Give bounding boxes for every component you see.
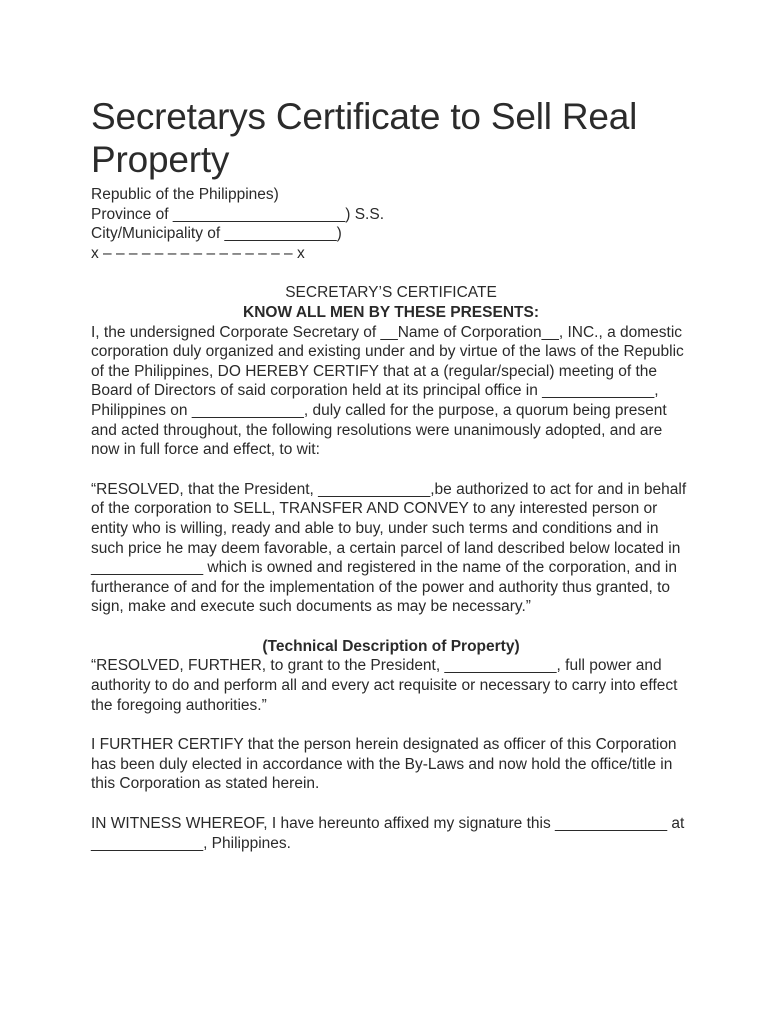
venue-line-province: Province of ____________________) S.S. [91, 205, 385, 223]
document-title: Secretarys Certificate to Sell Real Property [91, 96, 638, 180]
venue-line-city: City/Municipality of _____________) [91, 225, 342, 243]
spacer [91, 715, 691, 735]
certificate-heading: SECRETARY’S CERTIFICATE [285, 284, 497, 302]
venue-line-republic: Republic of the Philippines) [91, 186, 279, 203]
venue-line-separator: x – – – – – – – – – – – – – – – x [91, 244, 305, 262]
venue-header [91, 185, 691, 263]
witness-paragraph: IN WITNESS WHEREOF, I have hereunto affixed my signature this _____________ at _____________, Philippines. [91, 815, 685, 852]
spacer [91, 263, 691, 283]
intro-paragraph: I, the undersigned Corporate Secretary of __Name of Corporation__, INC., a domestic corporation duly organized and existing under and by virtue of the laws of the Republic of the Philippines, DO HEREBY CERTIFY that at a (regular/special) meeting of the Board of Directors of said corporation held at its principal office in _____________, Philippines on _____________, duly called for the purpose, a quorum being present and acted throughout, the following resolutions were unanimously adopted, and are now in full force and effect, to wit: [91, 323, 684, 459]
further-certify-paragraph: I FURTHER CERTIFY that the person herein designated as officer of this Corporation has been duly elected in accordance with the By-Laws and now hold the office/title in this Corporation as stated herein. [91, 736, 677, 793]
spacer [91, 617, 691, 637]
resolution-paragraph-2: “RESOLVED, FURTHER, to grant to the President, _____________, full power and authority to do and perform all and every act requisite or necessary to carry into effect the foregoing authorities.” [91, 657, 678, 714]
resolution-paragraph-1: “RESOLVED, that the President, _____________,be authorized to act for and in behalf of the corporation to SELL, TRANSFER AND CONVEY to any interested person or entity who is willing, ready and able to buy, under such terms and conditions and in such price he may deem favorable, a certain parcel of land described below located in _____________ which is owned and registered in the name of the corporation, and in furtherance of and for the implementation of the power and authority thus granted, to sign, make and execute such documents as may be necessary.” [91, 480, 687, 616]
spacer [91, 460, 691, 480]
technical-description-heading: (Technical Description of Property) [262, 637, 520, 655]
document-page [91, 95, 691, 853]
spacer [91, 794, 691, 814]
certificate-subheading: KNOW ALL MEN BY THESE PRESENTS: [243, 303, 539, 321]
